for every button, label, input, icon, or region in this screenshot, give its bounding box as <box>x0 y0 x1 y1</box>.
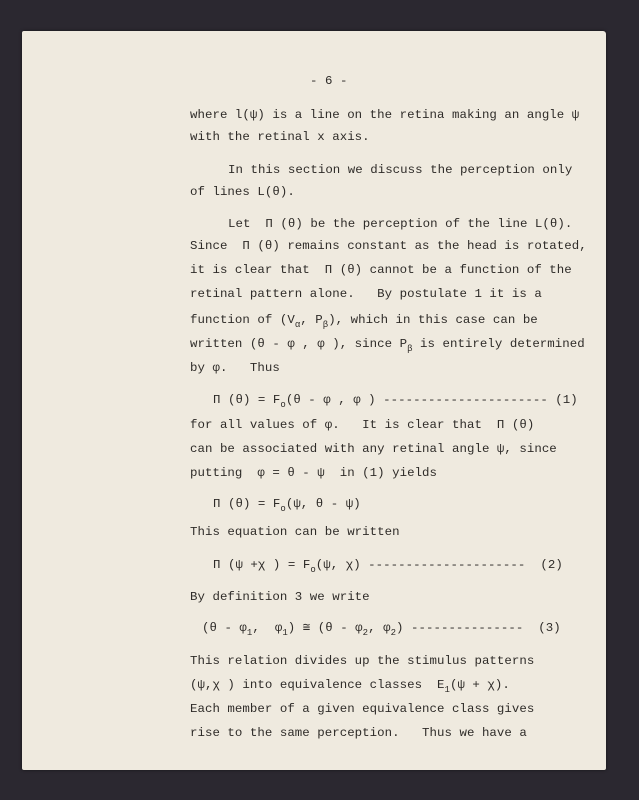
text-line <box>190 417 534 433</box>
text-segment: written (θ - φ , φ ), since P <box>190 337 408 351</box>
page-number: - 6 - <box>310 74 348 88</box>
text-line <box>190 312 538 328</box>
text-segment: (θ - φ , φ ) ---------------------- (1) <box>285 393 578 407</box>
text-segment: for all values of φ. It is clear that Π (θ) <box>190 418 535 432</box>
text-line <box>190 589 370 605</box>
text-segment: Since Π (θ) remains constant as the head is rotated, <box>190 239 587 253</box>
subscript: 2 <box>362 628 369 638</box>
text-segment: Π (θ) = F <box>213 393 281 407</box>
text-segment: (ψ, θ - ψ) <box>285 497 361 511</box>
subscript: 2 <box>390 628 397 638</box>
text-line <box>190 360 280 376</box>
text-segment: , φ <box>368 621 391 635</box>
subscript: o <box>280 400 286 410</box>
subscript: β <box>322 320 329 330</box>
text-line <box>190 129 370 145</box>
text-line <box>190 677 510 693</box>
text-segment: by φ. Thus <box>190 361 280 375</box>
text-segment: Each member of a given equivalence class gives <box>190 702 535 716</box>
text-segment: By definition 3 we write <box>190 590 370 604</box>
text-segment: ) ≅ (θ - φ <box>287 621 363 635</box>
text-line <box>190 336 585 352</box>
text-segment: (θ - φ <box>202 621 247 635</box>
text-segment: where l(ψ) is a line on the retina making an angle ψ <box>190 108 580 122</box>
text-line <box>190 653 534 669</box>
text-segment: function of (V <box>190 313 295 327</box>
text-line <box>213 557 563 573</box>
text-segment: , φ <box>252 621 283 635</box>
text-line <box>190 238 587 254</box>
text-line <box>202 620 561 636</box>
text-line <box>190 184 295 200</box>
text-segment: ) --------------- (3) <box>396 621 561 635</box>
text-line <box>190 107 579 123</box>
text-segment: (ψ,χ ) into equivalence classes E <box>190 678 445 692</box>
subscript: o <box>280 504 286 514</box>
text-segment: This relation divides up the stimulus patterns <box>190 654 535 668</box>
text-segment: (ψ, χ) --------------------- (2) <box>315 558 563 572</box>
text-line <box>190 262 572 278</box>
text-segment: Π (θ) = F <box>213 497 281 511</box>
text-segment: In this section we discuss the perception only <box>228 163 573 177</box>
text-line <box>228 162 572 178</box>
subscript: o <box>310 565 316 575</box>
text-line <box>228 216 572 232</box>
text-line <box>190 524 400 540</box>
document-page <box>22 31 606 770</box>
text-segment: Let Π (θ) be the perception of the line L(θ). <box>228 217 573 231</box>
text-line <box>190 725 527 741</box>
text-line <box>213 392 578 408</box>
text-segment: ), which in this case can be <box>328 313 538 327</box>
text-line <box>190 701 534 717</box>
text-line <box>190 465 437 481</box>
text-segment: is entirely determined <box>412 337 585 351</box>
text-segment: This equation can be written <box>190 525 400 539</box>
subscript: 1 <box>282 628 288 638</box>
text-segment: retinal pattern alone. By postulate 1 it is a <box>190 287 542 301</box>
text-line <box>190 441 557 457</box>
text-line <box>213 496 361 512</box>
text-segment: with the retinal x axis. <box>190 130 370 144</box>
text-segment: of lines L(θ). <box>190 185 295 199</box>
text-line <box>190 286 542 302</box>
subscript: β <box>407 344 413 354</box>
text-segment: it is clear that Π (θ) cannot be a function of the <box>190 263 572 277</box>
subscript: 1 <box>246 628 253 638</box>
text-segment: , P <box>300 313 323 327</box>
text-segment: rise to the same perception. Thus we have a <box>190 726 527 740</box>
text-segment: can be associated with any retinal angle ψ, since <box>190 442 557 456</box>
text-segment: (ψ + χ). <box>449 678 510 692</box>
text-segment: putting φ = θ - ψ in (1) yields <box>190 466 438 480</box>
text-segment: Π (ψ +χ ) = F <box>213 558 311 572</box>
subscript: 1 <box>444 685 450 695</box>
subscript: α <box>294 320 301 330</box>
